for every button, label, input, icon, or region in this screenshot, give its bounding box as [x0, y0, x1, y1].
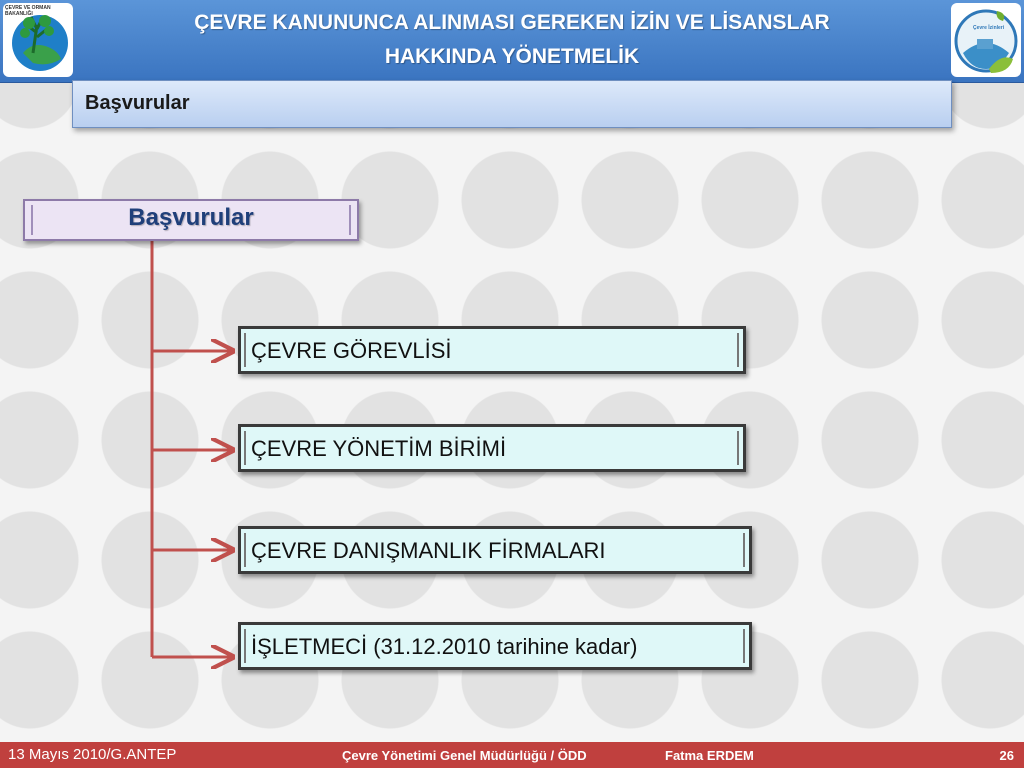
- diagram-item-label: ÇEVRE YÖNETİM BİRİMİ: [251, 436, 507, 461]
- section-subtitle: Başvurular: [85, 92, 190, 114]
- diagram-item-label: İŞLETMECİ (31.12.2010 tarihine kadar): [251, 634, 638, 659]
- diagram-item-cevre-danismanlik-firmalari: [238, 526, 752, 574]
- environment-permits-caption: Çevre İzinleri: [973, 25, 1005, 31]
- diagram-item-label: ÇEVRE GÖREVLİSİ: [251, 338, 452, 363]
- title-line-2: HAKKINDA YÖNETMELİK: [384, 45, 640, 68]
- diagram-item-cevre-gorevlisi: [238, 326, 746, 374]
- page-number: 26: [999, 748, 1014, 763]
- footer-date-location: 13 Mayıs 2010/G.ANTEP: [8, 746, 177, 763]
- diagram-item-isletmeci: [238, 622, 752, 670]
- diagram-root-node: [23, 199, 359, 241]
- title-line-1: ÇEVRE KANUNUNCA ALINMASI GEREKEN İZİN VE LİSANSLAR: [194, 11, 830, 34]
- slide-footer: [0, 742, 1024, 768]
- diagram-root-label: Başvurular: [128, 204, 254, 231]
- footer-author: Fatma ERDEM: [665, 748, 754, 763]
- footer-organization: Çevre Yönetimi Genel Müdürlüğü / ÖDD: [342, 748, 587, 763]
- ministry-logo-caption: ÇEVRE VE ORMAN BAKANLIĞI: [5, 5, 51, 17]
- diagram-item-label: ÇEVRE DANIŞMANLIK FİRMALARI: [251, 538, 606, 563]
- diagram-item-cevre-yonetim-birimi: [238, 424, 746, 472]
